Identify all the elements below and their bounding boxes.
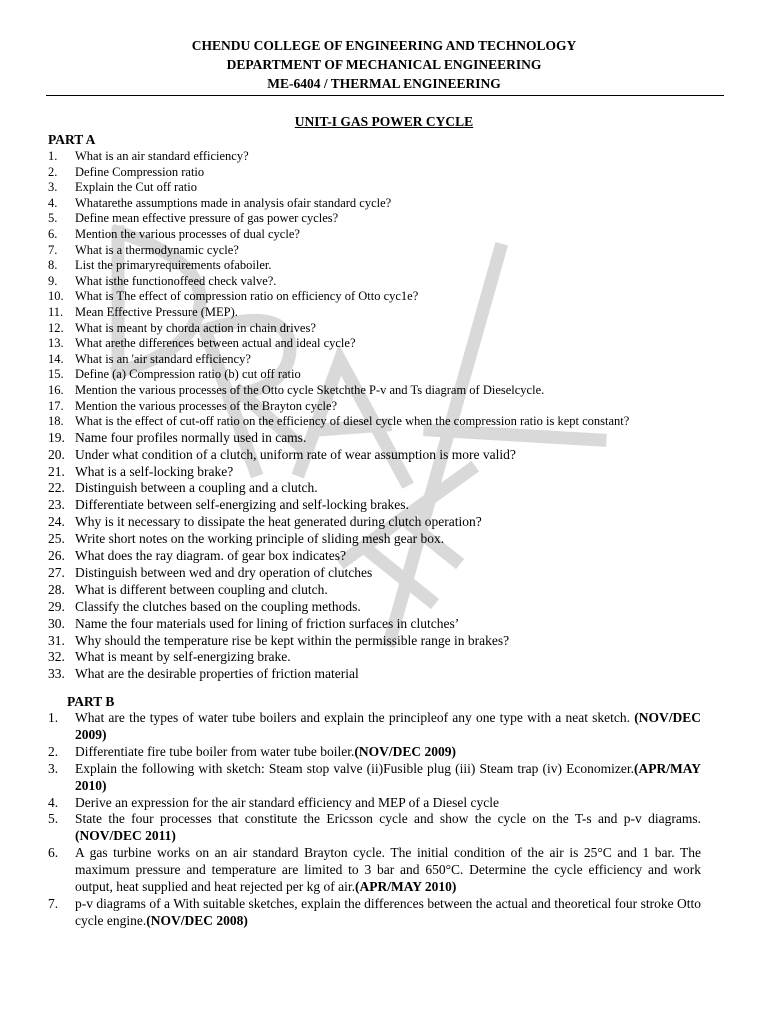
- question-number: 28.: [48, 581, 65, 597]
- question-number: 32.: [48, 649, 65, 665]
- question-text: What are the desirable properties of friction material: [75, 666, 359, 682]
- question-number: 2.: [48, 743, 59, 759]
- question-number: 13.: [48, 336, 64, 351]
- part-a-question: [48, 321, 708, 337]
- question-text: Define (a) Compression ratio (b) cut off ratio: [75, 367, 301, 382]
- course-code: ME-6404 / THERMAL ENGINEERING: [267, 76, 501, 91]
- part-b-question: [48, 811, 701, 845]
- question-body: p-v diagrams of a With suitable sketches, explain the differences between the actual and theoretical four stroke Otto cycle engine.: [75, 895, 701, 928]
- question-text: What is the effect of cut-off ratio on the efficiency of diesel cycle when the compression ratio is kept constant?: [75, 414, 630, 429]
- part-a-question: [48, 599, 708, 616]
- part-b-question: [48, 710, 701, 744]
- question-text: [75, 845, 701, 896]
- question-number: 33.: [48, 666, 65, 682]
- question-number: 15.: [48, 367, 64, 382]
- question-body: A gas turbine works on an air standard Brayton cycle. The initial condition of the air is 25°C and 1 bar. The maximum pressure and temperature are limited to 3 bar and 650°C. Determine the cycle efficiency and work output, heat supplied and heat rejected per kg of air.: [75, 845, 701, 895]
- part-a-question: [48, 582, 708, 599]
- part-a-question: [48, 531, 708, 548]
- exam-reference: (NOV/DEC 2011): [75, 828, 176, 844]
- question-body: Differentiate fire tube boiler from water tube boiler.: [75, 743, 355, 759]
- part-b-list: [48, 710, 701, 930]
- exam-reference: (APR/MAY 2010): [75, 760, 701, 793]
- question-number: 22.: [48, 480, 65, 496]
- question-text: Name the four materials used for lining of friction surfaces in clutches’: [75, 615, 460, 631]
- question-text: What does the ray diagram. of gear box indicates?: [75, 548, 347, 564]
- part-a-question: [48, 383, 708, 399]
- question-number: 10.: [48, 289, 64, 304]
- part-a-question: [48, 258, 708, 274]
- question-number: 5.: [48, 811, 59, 827]
- question-number: 1.: [48, 149, 58, 163]
- part-a-question: [48, 548, 708, 565]
- question-number: 1.: [48, 710, 59, 725]
- part-a-question: [48, 666, 708, 683]
- question-number: 6.: [48, 226, 58, 241]
- part-a-question: [48, 227, 708, 243]
- part-a-question: [48, 497, 708, 514]
- part-a-question: [48, 616, 708, 633]
- question-text: Why should the temperature rise be kept within the permissible range in brakes?: [75, 632, 510, 648]
- question-text: [75, 761, 701, 795]
- question-number: 8.: [48, 258, 58, 273]
- question-number: 17.: [48, 398, 64, 413]
- question-body: Explain the following with sketch: Steam stop valve (ii)Fusible plug (iii) Steam trap (iv) Economizer.: [75, 760, 634, 776]
- exam-reference: (APR/MAY 2010): [355, 879, 457, 895]
- college-name: CHENDU COLLEGE OF ENGINEERING AND TECHNOLOGY: [191, 38, 577, 53]
- question-number: 6.: [48, 845, 59, 861]
- question-text: Classify the clutches based on the coupling methods.: [75, 598, 361, 614]
- question-text: [75, 795, 701, 812]
- question-text: What is meant by chorda action in chain drives?: [75, 320, 316, 335]
- exam-reference: (NOV/DEC 2009): [75, 710, 701, 742]
- part-a-question: [48, 149, 708, 165]
- part-a-question: [48, 649, 708, 666]
- question-number: 3.: [48, 760, 59, 776]
- part-a-question: [48, 565, 708, 582]
- part-a-question: [48, 399, 708, 415]
- question-text: [75, 710, 701, 744]
- part-a-question: [48, 447, 708, 464]
- part-a-question: [48, 289, 708, 305]
- question-text: What is The effect of compression ratio on efficiency of Otto cyc1e?: [75, 289, 419, 304]
- part-a-question: [48, 336, 708, 352]
- question-text: Whatarethe assumptions made in analysis ofair standard cycle?: [75, 195, 392, 210]
- exam-reference: (NOV/DEC 2009): [354, 743, 457, 759]
- part-a-question: [48, 352, 708, 368]
- question-text: Explain the Cut off ratio: [75, 180, 197, 195]
- question-text: What is an air standard efficiency?: [75, 149, 249, 163]
- question-number: 12.: [48, 320, 64, 335]
- part-b-question: [48, 744, 701, 761]
- question-text: What arethe differences between actual and ideal cycle?: [75, 336, 356, 351]
- question-text: [75, 811, 701, 845]
- question-text: What isthe functionoffeed check valve?.: [75, 273, 277, 288]
- question-number: 4.: [48, 794, 59, 810]
- question-text: Differentiate between self-energizing and self-locking brakes.: [75, 497, 409, 513]
- part-b-question: [48, 845, 701, 896]
- part-a-question: [48, 305, 708, 321]
- question-text: Why is it necessary to dissipate the heat generated during clutch operation?: [75, 514, 482, 530]
- question-text: What is different between coupling and clutch.: [75, 581, 328, 597]
- question-text: Name four profiles normally used in cams.: [75, 429, 307, 445]
- part-a-question: [48, 633, 708, 650]
- part-a-question: [48, 480, 708, 497]
- question-text: Mention the various processes of the Brayton cycle?: [75, 398, 338, 413]
- part-b-title: PART B: [67, 694, 115, 709]
- question-number: 5.: [48, 211, 58, 226]
- part-a-question: [48, 514, 708, 531]
- part-b-question: [48, 761, 701, 795]
- part-a-question: [48, 414, 708, 430]
- question-text: List the primaryrequirements ofaboiler.: [75, 258, 272, 273]
- question-number: 9.: [48, 273, 58, 288]
- part-b-question: [48, 896, 701, 930]
- question-number: 21.: [48, 463, 65, 479]
- question-number: 19.: [48, 429, 65, 445]
- question-text: What is an 'air standard efficiency?: [75, 351, 251, 366]
- question-number: 7.: [48, 895, 59, 911]
- part-a-question: [48, 211, 708, 227]
- question-number: 2.: [48, 164, 58, 179]
- question-number: 25.: [48, 531, 65, 547]
- question-number: 3.: [48, 180, 58, 195]
- question-number: 23.: [48, 497, 65, 513]
- part-a-question: [48, 180, 708, 196]
- question-text: Mention the various processes of dual cycle?: [75, 226, 300, 241]
- header-divider: [46, 95, 724, 96]
- question-number: 26.: [48, 548, 65, 564]
- part-a-question: [48, 464, 708, 481]
- question-number: 18.: [48, 414, 64, 429]
- question-text: Mean Effective Pressure (MEP).: [75, 304, 238, 319]
- question-text: Define Compression ratio: [75, 164, 205, 179]
- part-a-question: [48, 430, 708, 447]
- part-a-title: PART A: [48, 132, 96, 147]
- question-number: 29.: [48, 598, 65, 614]
- question-number: 4.: [48, 195, 58, 210]
- question-number: 16.: [48, 382, 64, 397]
- unit-title: UNIT-I GAS POWER CYCLE: [294, 114, 474, 129]
- question-text: Distinguish between a coupling and a clutch.: [75, 480, 318, 496]
- question-text: Under what condition of a clutch, uniform rate of wear assumption is more valid?: [75, 446, 516, 462]
- question-number: 31.: [48, 632, 65, 648]
- part-a-question: [48, 196, 708, 212]
- question-text: What is a thermodynamic cycle?: [75, 242, 239, 257]
- part-a-question: [48, 274, 708, 290]
- part-b-question: [48, 795, 701, 812]
- question-text: Write short notes on the working principle of sliding mesh gear box.: [75, 531, 445, 547]
- question-text: What is a self-locking brake?: [75, 463, 234, 479]
- exam-reference: (NOV/DEC 2008): [146, 912, 248, 928]
- part-a-list: [48, 149, 708, 683]
- part-a-question: [48, 367, 708, 383]
- part-a-question: [48, 243, 708, 259]
- question-text: Mention the various processes of the Otto cycle Sketchthe P-v and Ts diagram of Dieselcycle.: [75, 382, 545, 397]
- part-a-question: [48, 165, 708, 181]
- question-text: [75, 744, 701, 761]
- question-text: Distinguish between wed and dry operation of clutches: [75, 564, 373, 580]
- question-text: What is meant by self-energizing brake.: [75, 649, 291, 665]
- question-body: What are the types of water tube boilers and explain the principleof any one type with a neat sketch.: [75, 710, 635, 725]
- question-text: [75, 896, 701, 930]
- department-name: DEPARTMENT OF MECHANICAL ENGINEERING: [226, 57, 542, 72]
- question-text: Define mean effective pressure of gas power cycles?: [75, 211, 339, 226]
- question-number: 20.: [48, 446, 65, 462]
- question-number: 27.: [48, 564, 65, 580]
- question-number: 14.: [48, 351, 64, 366]
- question-body: State the four processes that constitute the Ericsson cycle and show the cycle on the T-s and p-v diagrams.: [75, 811, 701, 827]
- document-header: [0, 0, 768, 93]
- question-number: 11.: [48, 304, 64, 319]
- question-number: 24.: [48, 514, 65, 530]
- question-number: 7.: [48, 242, 58, 257]
- question-number: 30.: [48, 615, 65, 631]
- question-body: Derive an expression for the air standard efficiency and MEP of a Diesel cycle: [75, 794, 499, 810]
